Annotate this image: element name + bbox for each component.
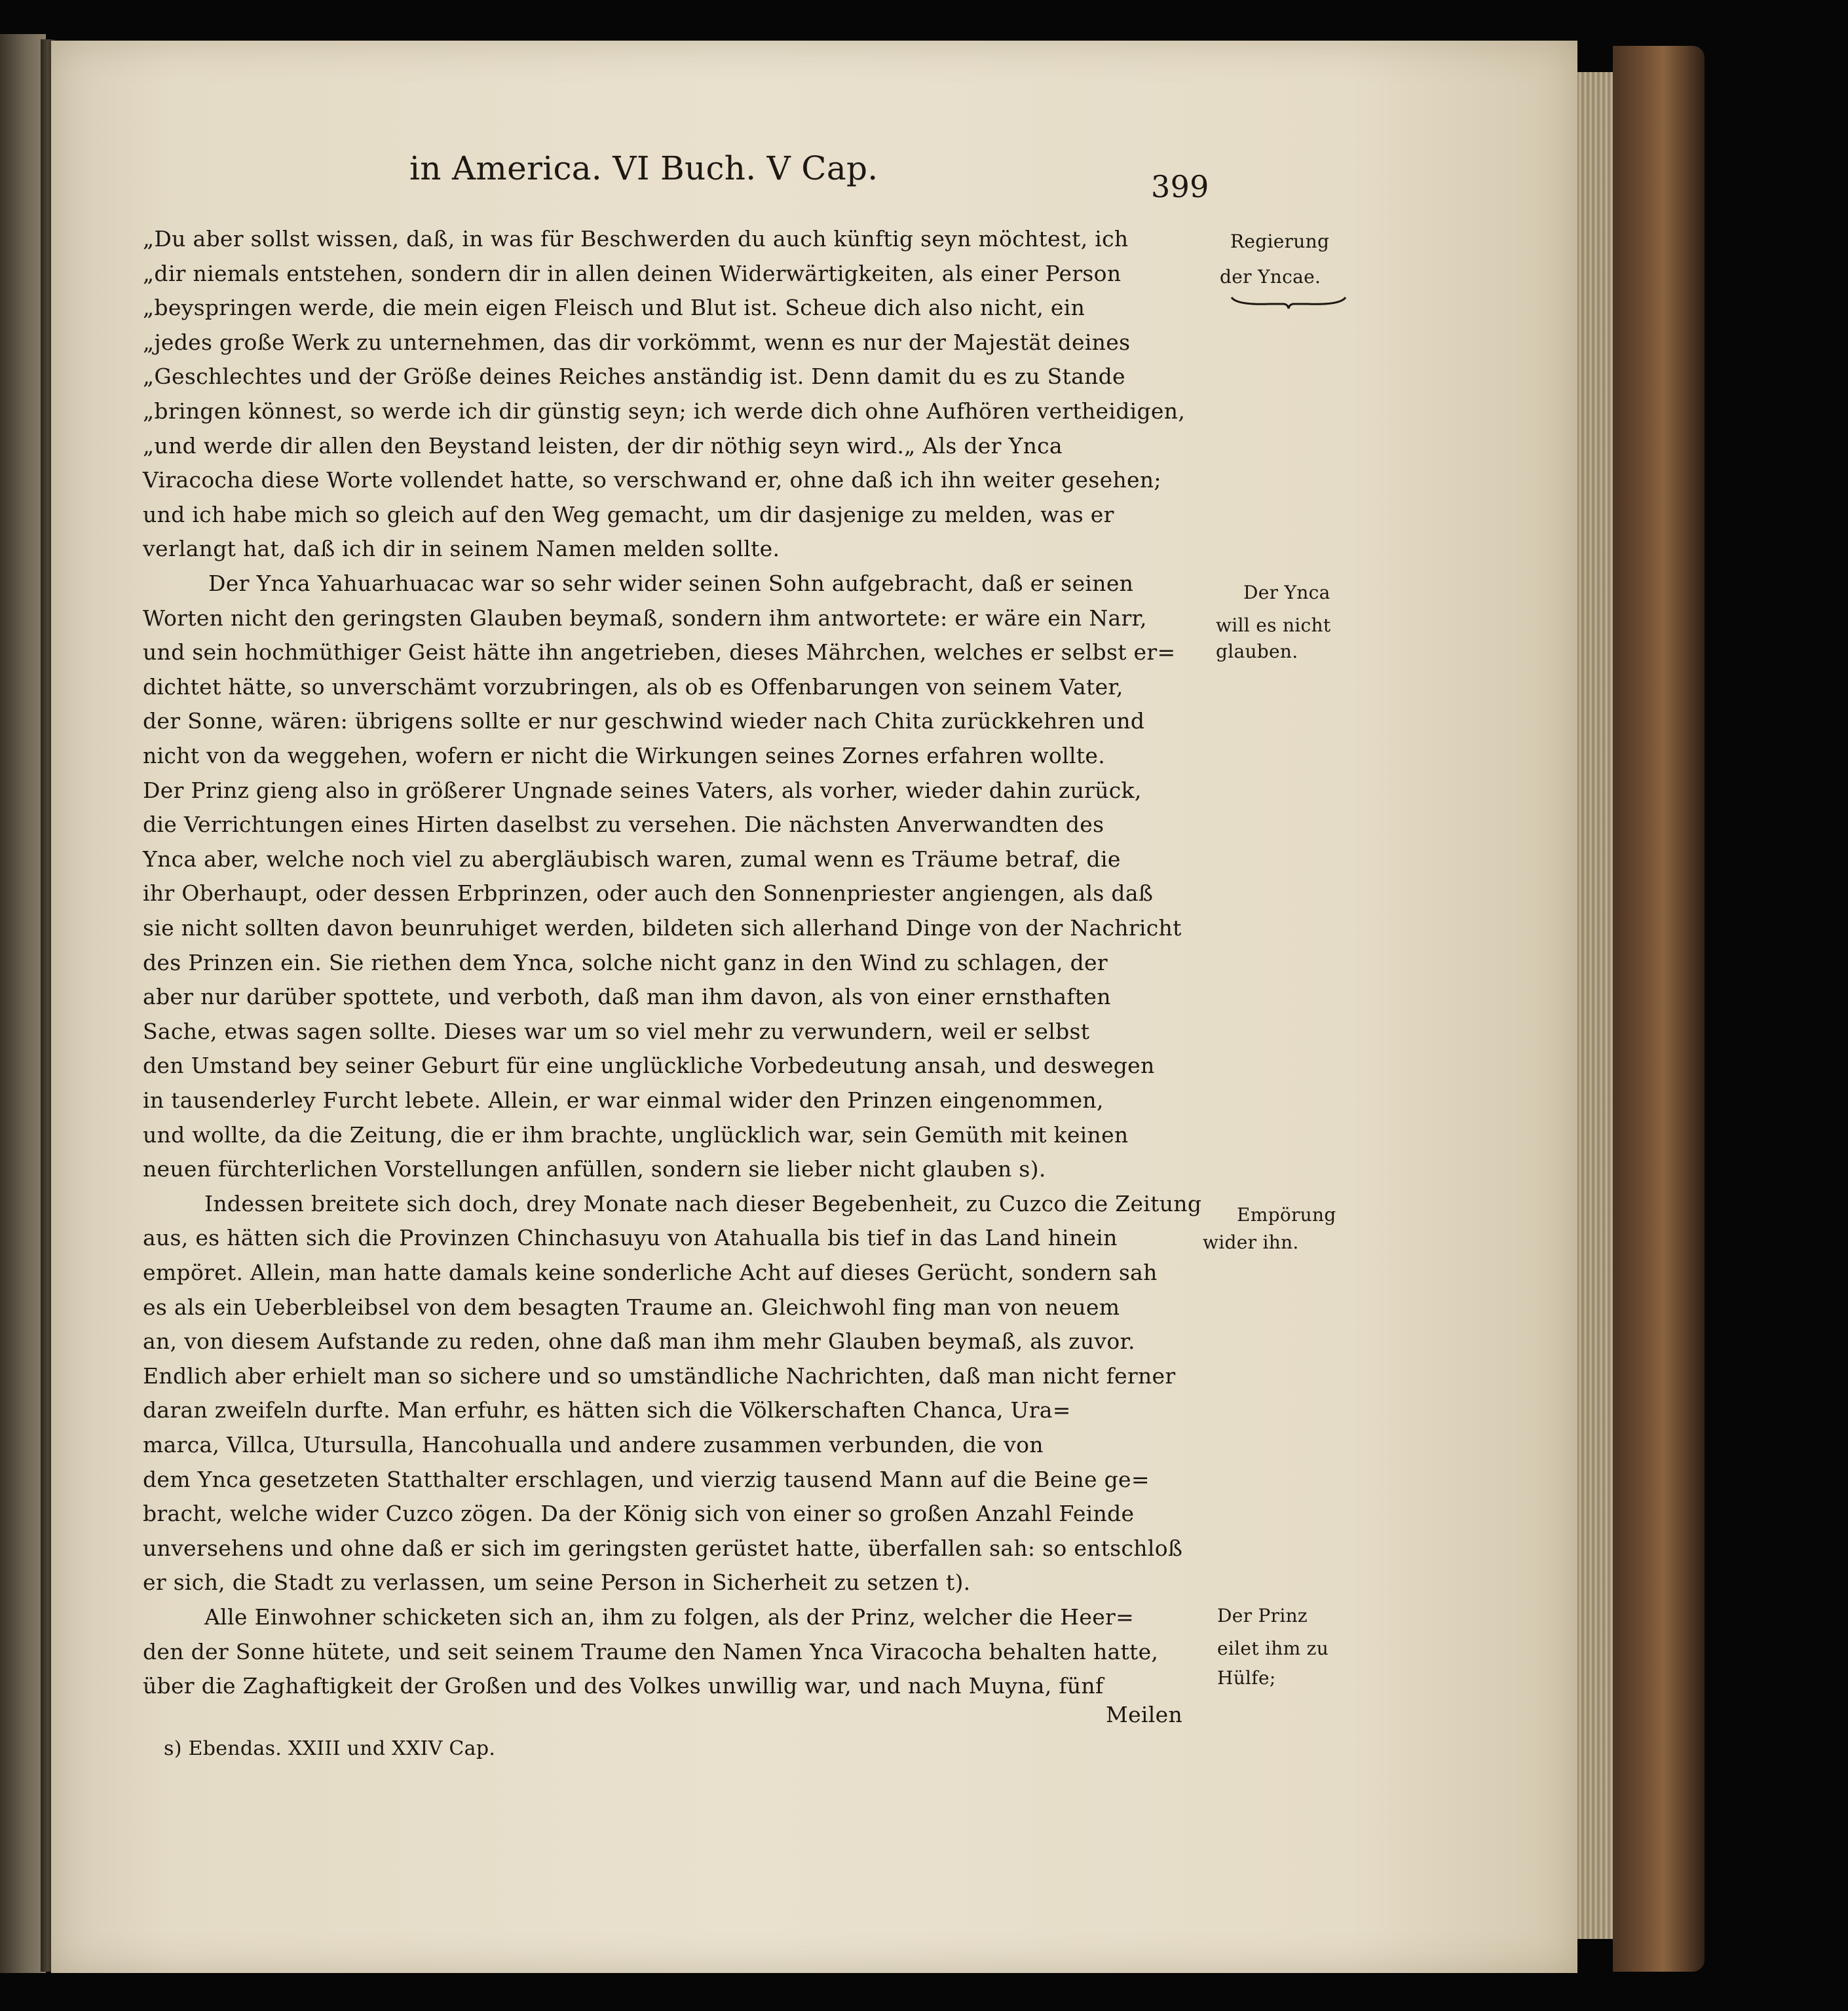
footnote: s) Ebendas. XXIII und XXIV Cap. bbox=[164, 1737, 496, 1760]
text-line: marca, Villca, Utursulla, Hancohualla und andere zusammen verbunden, die von bbox=[143, 1432, 1044, 1457]
text-line: Viracocha diese Worte vollendet hatte, so verschwand er, ohne daß ich ihn weiter gesehen; bbox=[143, 467, 1161, 493]
text-line: und sein hochmüthiger Geist hätte ihn angetrieben, dieses Mährchen, welches er selbst er= bbox=[143, 639, 1176, 665]
text-line: Alle Einwohner schicketen sich an, ihm zu folgen, als der Prinz, welcher die Heer= bbox=[204, 1604, 1135, 1630]
margin-note-empoerung-2: wider ihn. bbox=[1203, 1231, 1299, 1253]
text-line: aus, es hätten sich die Provinzen Chinchasuyu von Atahualla bis tief in das Land hinein bbox=[143, 1225, 1118, 1250]
book-cover bbox=[1613, 46, 1705, 1972]
page-number: 399 bbox=[1151, 169, 1209, 204]
margin-note-ynca-1: Der Ynca bbox=[1243, 582, 1330, 603]
text-line: die Verrichtungen eines Hirten daselbst zu versehen. Die nächsten Anverwandten des bbox=[143, 812, 1104, 837]
text-line: nicht von da weggehen, wofern er nicht die Wirkungen seines Zornes erfahren wollte. bbox=[143, 743, 1106, 768]
text-line: Der Ynca Yahuarhuacac war so sehr wider seinen Sohn aufgebracht, daß er seinen bbox=[208, 571, 1134, 596]
text-line: Indessen breitete sich doch, drey Monate nach dieser Begebenheit, zu Cuzco die Zeitung bbox=[204, 1191, 1202, 1216]
text-line: über die Zaghaftigkeit der Großen und des Volkes unwillig war, und nach Muyna, fünf bbox=[143, 1673, 1104, 1699]
text-line: „und werde dir allen den Beystand leisten, der dir nöthig seyn wird.„ Als der Ynca bbox=[143, 433, 1063, 459]
text-line: „Du aber sollst wissen, daß, in was für Beschwerden du auch künftig seyn möchtest, ich bbox=[143, 226, 1129, 252]
text-line: Der Prinz gieng also in größerer Ungnade seines Vaters, als vorher, wieder dahin zurück, bbox=[143, 778, 1142, 803]
catchword: Meilen bbox=[1106, 1702, 1183, 1727]
margin-note-prinz-3: Hülfe; bbox=[1217, 1667, 1276, 1689]
margin-note-prinz-1: Der Prinz bbox=[1217, 1605, 1308, 1626]
text-line: „jedes große Werk zu unternehmen, das dir vorkömmt, wenn es nur der Majestät deines bbox=[143, 329, 1131, 355]
facing-page-edge bbox=[0, 34, 46, 1973]
text-line: bracht, welche wider Cuzco zögen. Da der König sich von einer so großen Anzahl Feinde bbox=[143, 1501, 1135, 1526]
text-line: an, von diesem Aufstande zu reden, ohne daß man ihm mehr Glauben beymaß, als zuvor. bbox=[143, 1328, 1135, 1354]
running-title: in America. VI Buch. V Cap. bbox=[409, 149, 878, 187]
text-line: Worten nicht den geringsten Glauben beymaß, sondern ihm antwortete: er wäre ein Narr, bbox=[143, 605, 1147, 631]
text-line: aber nur darüber spottete, und verboth, daß man ihm davon, als von einer ernsthaften bbox=[143, 984, 1111, 1009]
text-line: „beyspringen werde, die mein eigen Fleisch und Blut ist. Scheue dich also nicht, ein bbox=[143, 295, 1085, 320]
text-line: unversehens und ohne daß er sich im geringsten gerüstet hatte, überfallen sah: so entschloß bbox=[143, 1535, 1183, 1561]
margin-note-ynca-2: will es nicht bbox=[1216, 614, 1331, 636]
text-line: den der Sonne hütete, und seit seinem Traume den Namen Ynca Viracocha behalten hatte, bbox=[143, 1639, 1159, 1664]
text-line: des Prinzen ein. Sie riethen dem Ynca, solche nicht ganz in den Wind zu schlagen, der bbox=[143, 950, 1108, 975]
text-line: ihr Oberhaupt, oder dessen Erbprinzen, oder auch den Sonnenpriester angiengen, als daß bbox=[143, 880, 1154, 906]
margin-note-empoerung-1: Empörung bbox=[1237, 1204, 1336, 1226]
text-line: „Geschlechtes und der Größe deines Reiches anständig ist. Denn damit du es zu Stande bbox=[143, 364, 1125, 389]
text-line: der Sonne, wären: übrigens sollte er nur geschwind wieder nach Chita zurückkehren und bbox=[143, 708, 1145, 734]
text-line: in tausenderley Furcht lebete. Allein, er war einmal wider den Prinzen eingenommen, bbox=[143, 1087, 1104, 1113]
text-line: Sache, etwas sagen sollte. Dieses war um so viel mehr zu verwundern, weil er selbst bbox=[143, 1019, 1090, 1044]
text-line: daran zweifeln durfte. Man erfuhr, es hätten sich die Völkerschaften Chanca, Ura= bbox=[143, 1397, 1071, 1423]
text-line: empöret. Allein, man hatte damals keine sonderliche Acht auf dieses Gerücht, sondern sah bbox=[143, 1260, 1158, 1285]
text-line: und wollte, da die Zeitung, die er ihm brachte, unglücklich war, sein Gemüth mit keinen bbox=[143, 1122, 1129, 1148]
text-line: „dir niemals entstehen, sondern dir in allen deinen Widerwärtigkeiten, als einer Person bbox=[143, 261, 1122, 286]
text-line: neuen fürchterlichen Vorstellungen anfüllen, sondern sie lieber nicht glauben s). bbox=[143, 1156, 1046, 1182]
text-line: sie nicht sollten davon beunruhiget werden, bildeten sich allerhand Dinge von der Nachricht bbox=[143, 915, 1182, 941]
text-line: dichtet hätte, so unverschämt vorzubringen, als ob es Offenbarungen von seinem Vater, bbox=[143, 674, 1123, 700]
margin-note-regierung-1: Regierung bbox=[1230, 231, 1330, 252]
text-line: dem Ynca gesetzeten Statthalter erschlagen, und vierzig tausend Mann auf die Beine ge= bbox=[143, 1467, 1150, 1492]
margin-note-ynca-3: glauben. bbox=[1216, 641, 1298, 662]
margin-note-prinz-2: eilet ihm zu bbox=[1217, 1638, 1329, 1659]
text-line: „bringen könnest, so werde ich dir günstig seyn; ich werde dich ohne Aufhören vertheidigen, bbox=[143, 398, 1186, 424]
text-line: er sich, die Stadt zu verlassen, um seine Person in Sicherheit zu setzen t). bbox=[143, 1569, 971, 1595]
text-line: Ynca aber, welche noch viel zu abergläubisch waren, zumal wenn es Träume betraf, die bbox=[143, 846, 1121, 872]
text-line: Endlich aber erhielt man so sichere und so umständliche Nachrichten, daß man nicht ferner bbox=[143, 1363, 1176, 1389]
text-line: den Umstand bey seiner Geburt für eine unglückliche Vorbedeutung ansah, und deswegen bbox=[143, 1053, 1155, 1078]
text-line: und ich habe mich so gleich auf den Weg gemacht, um dir dasjenige zu melden, was er bbox=[143, 502, 1114, 527]
margin-brace bbox=[1230, 296, 1347, 309]
text-line: verlangt hat, daß ich dir in seinem Namen melden sollte. bbox=[143, 536, 780, 561]
margin-note-regierung-2: der Yncae. bbox=[1220, 266, 1321, 288]
text-line: es als ein Ueberbleibsel von dem besagten Traume an. Gleichwohl fing man von neuem bbox=[143, 1294, 1120, 1320]
